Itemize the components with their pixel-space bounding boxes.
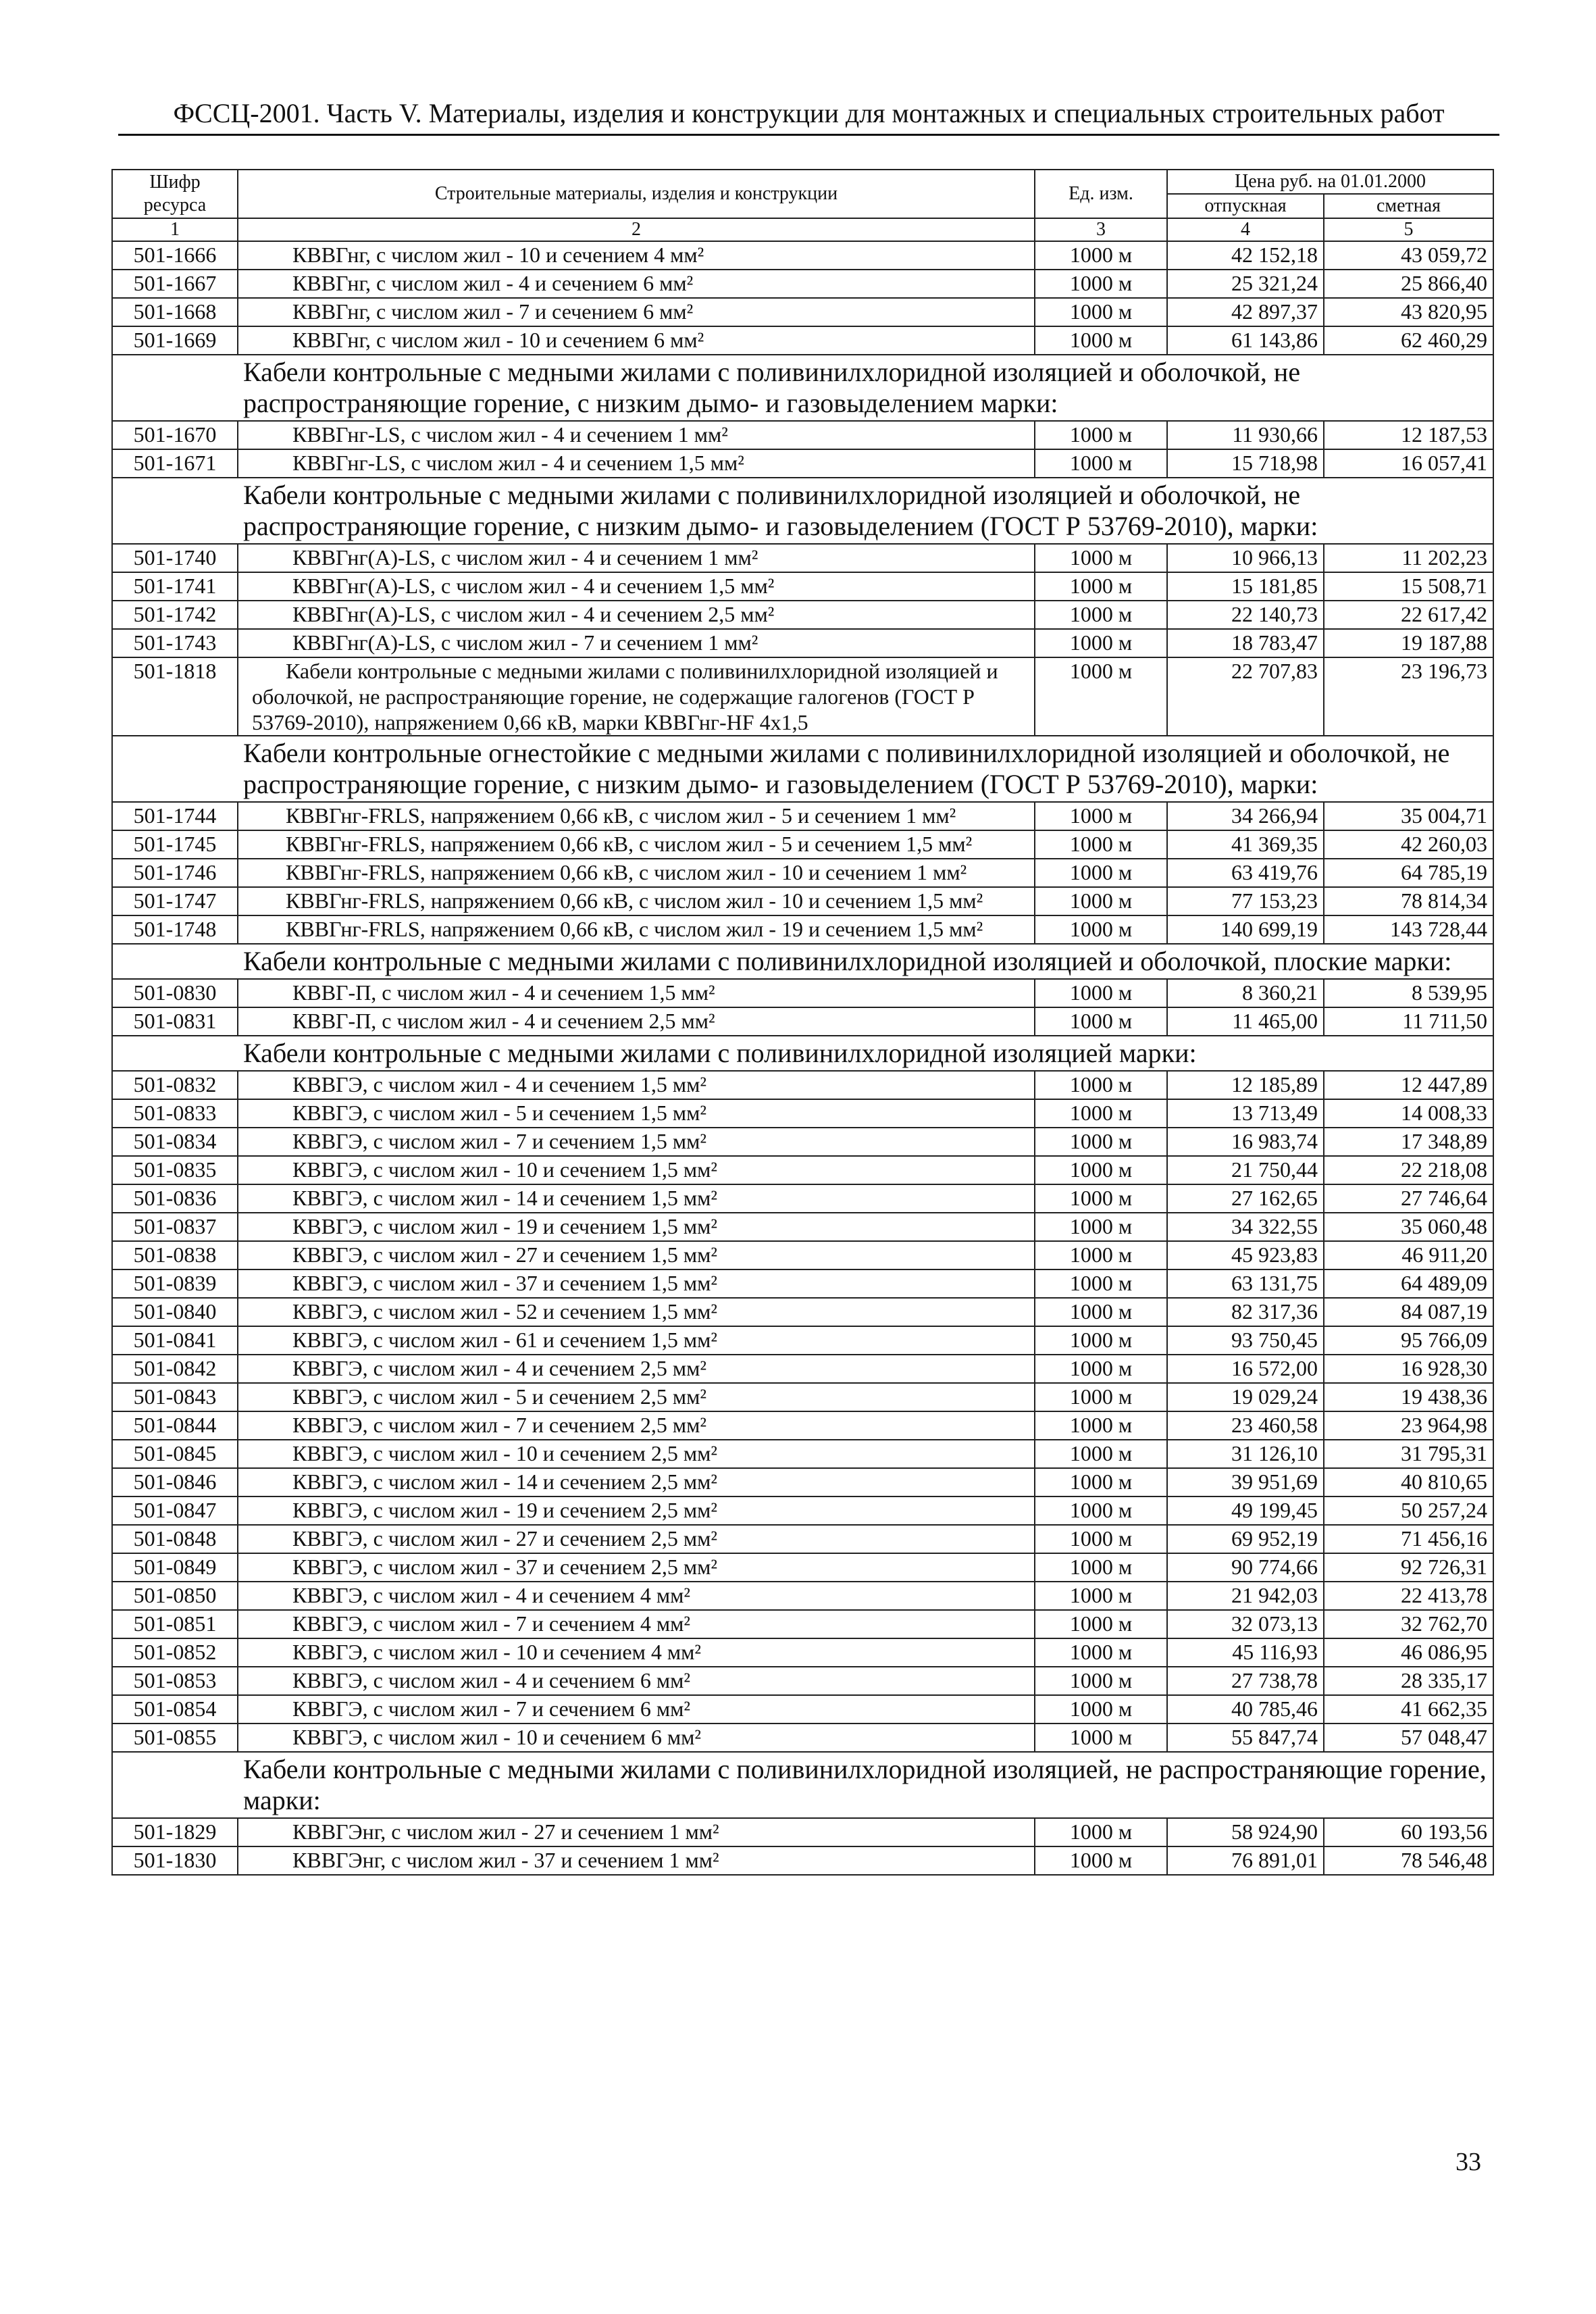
table-row — [112, 629, 1493, 657]
material-name-cell: КВВГнг-FRLS, напряжением 0,66 кВ, с числом жил - 5 и сечением 1,5 мм² — [238, 830, 1035, 859]
release-price-cell: 13 713,49 — [1167, 1099, 1324, 1128]
table-row — [112, 1184, 1493, 1213]
group-heading-row — [112, 355, 1493, 421]
release-price-cell: 55 847,74 — [1167, 1724, 1324, 1752]
table-row — [112, 1213, 1493, 1241]
unit-cell: 1000 м — [1035, 887, 1167, 915]
table-row — [112, 1818, 1493, 1846]
table-row — [112, 1241, 1493, 1269]
unit-cell: 1000 м — [1035, 1128, 1167, 1156]
release-price-cell: 21 942,03 — [1167, 1582, 1324, 1610]
release-price-cell: 11 930,66 — [1167, 421, 1324, 449]
release-price-cell: 93 750,45 — [1167, 1326, 1324, 1355]
unit-cell: 1000 м — [1035, 1071, 1167, 1099]
unit-cell: 1000 м — [1035, 1440, 1167, 1468]
estimate-price-cell: 27 746,64 — [1324, 1184, 1493, 1213]
material-name-cell: КВВГнг-FRLS, напряжением 0,66 кВ, с числом жил - 10 и сечением 1 мм² — [238, 859, 1035, 887]
material-name-cell: КВВГнг-FRLS, напряжением 0,66 кВ, с числом жил - 5 и сечением 1 мм² — [238, 802, 1035, 830]
release-price-cell: 22 140,73 — [1167, 601, 1324, 629]
table-row — [112, 1071, 1493, 1099]
estimate-price-cell: 46 086,95 — [1324, 1638, 1493, 1667]
unit-cell: 1000 м — [1035, 1099, 1167, 1128]
resource-code-cell: 501-1818 — [112, 657, 238, 736]
group-heading-text: Кабели контрольные с медными жилами с поливинилхлоридной изоляцией и оболочкой, не распространяющие горение, с низким дымо- и газовыделением (ГОСТ Р 53769-2010), марки: — [238, 478, 1493, 544]
resource-code-cell: 501-0831 — [112, 1007, 238, 1036]
unit-cell: 1000 м — [1035, 1383, 1167, 1411]
release-price-cell: 61 143,86 — [1167, 326, 1324, 355]
resource-code-cell: 501-0836 — [112, 1184, 238, 1213]
table-row — [112, 1099, 1493, 1128]
material-name-cell: КВВГнг, с числом жил - 10 и сечением 6 мм² — [238, 326, 1035, 355]
material-name-cell: КВВГЭ, с числом жил - 27 и сечением 2,5 мм² — [238, 1525, 1035, 1553]
material-name-cell: КВВГ-П, с числом жил - 4 и сечением 1,5 мм² — [238, 979, 1035, 1007]
estimate-price-cell: 42 260,03 — [1324, 830, 1493, 859]
header-estimate-price: сметная — [1324, 194, 1493, 218]
estimate-price-cell: 14 008,33 — [1324, 1099, 1493, 1128]
material-name-cell: КВВГЭ, с числом жил - 37 и сечением 2,5 мм² — [238, 1553, 1035, 1582]
table-row — [112, 1298, 1493, 1326]
resource-code-cell: 501-0855 — [112, 1724, 238, 1752]
resource-code-cell: 501-1744 — [112, 802, 238, 830]
estimate-price-cell: 12 447,89 — [1324, 1071, 1493, 1099]
table-row — [112, 1440, 1493, 1468]
price-table — [111, 169, 1494, 1876]
resource-code-cell: 501-1829 — [112, 1818, 238, 1846]
unit-cell: 1000 м — [1035, 1496, 1167, 1525]
material-name-cell: КВВГЭ, с числом жил - 7 и сечением 2,5 мм² — [238, 1411, 1035, 1440]
estimate-price-cell: 8 539,95 — [1324, 979, 1493, 1007]
column-number: 1 — [112, 218, 238, 241]
estimate-price-cell: 23 964,98 — [1324, 1411, 1493, 1440]
page-number: 33 — [1456, 2148, 1481, 2176]
material-name-cell: КВВГЭ, с числом жил - 10 и сечением 6 мм² — [238, 1724, 1035, 1752]
estimate-price-cell: 16 928,30 — [1324, 1355, 1493, 1383]
table-row — [112, 1326, 1493, 1355]
material-name-cell: КВВГЭ, с числом жил - 10 и сечением 1,5 мм² — [238, 1156, 1035, 1184]
resource-code-cell: 501-1745 — [112, 830, 238, 859]
estimate-price-cell: 46 911,20 — [1324, 1241, 1493, 1269]
unit-cell: 1000 м — [1035, 629, 1167, 657]
resource-code-cell: 501-0843 — [112, 1383, 238, 1411]
estimate-price-cell: 62 460,29 — [1324, 326, 1493, 355]
table-row — [112, 802, 1493, 830]
material-name-cell: КВВГЭнг, с числом жил - 27 и сечением 1 мм² — [238, 1818, 1035, 1846]
table-row — [112, 1355, 1493, 1383]
resource-code-cell: 501-0833 — [112, 1099, 238, 1128]
header-price-group: Цена руб. на 01.01.2000 — [1167, 170, 1493, 194]
material-name-cell: КВВГЭ, с числом жил - 27 и сечением 1,5 мм² — [238, 1241, 1035, 1269]
header-release-price: отпускная — [1167, 194, 1324, 218]
release-price-cell: 76 891,01 — [1167, 1846, 1324, 1875]
material-name-cell: КВВГ-П, с числом жил - 4 и сечением 2,5 мм² — [238, 1007, 1035, 1036]
table-row — [112, 657, 1493, 736]
estimate-price-cell: 28 335,17 — [1324, 1667, 1493, 1695]
release-price-cell: 21 750,44 — [1167, 1156, 1324, 1184]
material-name-cell: КВВГнг(А)-LS, с числом жил - 7 и сечением 1 мм² — [238, 629, 1035, 657]
resource-code-cell: 501-1666 — [112, 241, 238, 270]
release-price-cell: 18 783,47 — [1167, 629, 1324, 657]
estimate-price-cell: 40 810,65 — [1324, 1468, 1493, 1496]
resource-code-cell: 501-0850 — [112, 1582, 238, 1610]
resource-code-cell: 501-1742 — [112, 601, 238, 629]
unit-cell: 1000 м — [1035, 802, 1167, 830]
table-row — [112, 544, 1493, 572]
column-number: 5 — [1324, 218, 1493, 241]
resource-code-cell: 501-0852 — [112, 1638, 238, 1667]
material-name-cell: КВВГнг-FRLS, напряжением 0,66 кВ, с числом жил - 19 и сечением 1,5 мм² — [238, 915, 1035, 944]
resource-code-cell: 501-1743 — [112, 629, 238, 657]
material-name-cell: КВВГЭ, с числом жил - 4 и сечением 6 мм² — [238, 1667, 1035, 1695]
material-name-cell: КВВГнг, с числом жил - 10 и сечением 4 мм² — [238, 241, 1035, 270]
table-row — [112, 298, 1493, 326]
estimate-price-cell: 64 489,09 — [1324, 1269, 1493, 1298]
release-price-cell: 63 131,75 — [1167, 1269, 1324, 1298]
page-header: ФССЦ-2001. Часть V. Материалы, изделия и конструкции для монтажных и специальных строительных работ — [118, 93, 1499, 136]
resource-code-cell: 501-0842 — [112, 1355, 238, 1383]
resource-code-cell: 501-1747 — [112, 887, 238, 915]
material-name-cell: Кабели контрольные с медными жилами с поливинилхлоридной изоляцией и оболочкой, не распространяющие горение, не содержащие галогенов (ГОСТ Р 53769-2010), напряжением 0,66 кВ, марки КВВГнг-HF 4х1,5 — [238, 657, 1035, 736]
unit-cell: 1000 м — [1035, 1007, 1167, 1036]
table-row — [112, 915, 1493, 944]
resource-code-cell: 501-0839 — [112, 1269, 238, 1298]
resource-code-cell: 501-0848 — [112, 1525, 238, 1553]
estimate-price-cell: 143 728,44 — [1324, 915, 1493, 944]
release-price-cell: 42 897,37 — [1167, 298, 1324, 326]
estimate-price-cell: 43 820,95 — [1324, 298, 1493, 326]
release-price-cell: 82 317,36 — [1167, 1298, 1324, 1326]
unit-cell: 1000 м — [1035, 544, 1167, 572]
table-row — [112, 1007, 1493, 1036]
release-price-cell: 10 966,13 — [1167, 544, 1324, 572]
release-price-cell: 90 774,66 — [1167, 1553, 1324, 1582]
resource-code-cell: 501-0847 — [112, 1496, 238, 1525]
estimate-price-cell: 35 060,48 — [1324, 1213, 1493, 1241]
header-name: Строительные материалы, изделия и конструкции — [238, 170, 1035, 218]
material-name-cell: КВВГЭ, с числом жил - 5 и сечением 2,5 мм² — [238, 1383, 1035, 1411]
resource-code-cell: 501-0849 — [112, 1553, 238, 1582]
resource-code-cell: 501-1668 — [112, 298, 238, 326]
table-row — [112, 859, 1493, 887]
unit-cell: 1000 м — [1035, 1241, 1167, 1269]
material-name-cell: КВВГЭ, с числом жил - 19 и сечением 1,5 мм² — [238, 1213, 1035, 1241]
unit-cell: 1000 м — [1035, 1553, 1167, 1582]
unit-cell: 1000 м — [1035, 1818, 1167, 1846]
material-name-cell: КВВГнг, с числом жил - 4 и сечением 6 мм² — [238, 270, 1035, 298]
group-heading-text: Кабели контрольные с медными жилами с поливинилхлоридной изоляцией, не распространяющие горение, марки: — [238, 1752, 1493, 1818]
release-price-cell: 11 465,00 — [1167, 1007, 1324, 1036]
column-number: 2 — [238, 218, 1035, 241]
release-price-cell: 16 983,74 — [1167, 1128, 1324, 1156]
group-heading-row — [112, 1036, 1493, 1071]
estimate-price-cell: 78 814,34 — [1324, 887, 1493, 915]
group-heading-row — [112, 478, 1493, 544]
table-row — [112, 449, 1493, 478]
unit-cell: 1000 м — [1035, 830, 1167, 859]
release-price-cell: 140 699,19 — [1167, 915, 1324, 944]
group-heading-code-cell — [112, 1752, 238, 1818]
estimate-price-cell: 17 348,89 — [1324, 1128, 1493, 1156]
material-name-cell: КВВГнг(А)-LS, с числом жил - 4 и сечением 1 мм² — [238, 544, 1035, 572]
resource-code-cell: 501-1746 — [112, 859, 238, 887]
release-price-cell: 39 951,69 — [1167, 1468, 1324, 1496]
unit-cell: 1000 м — [1035, 859, 1167, 887]
unit-cell: 1000 м — [1035, 1355, 1167, 1383]
estimate-price-cell: 71 456,16 — [1324, 1525, 1493, 1553]
table-row — [112, 572, 1493, 601]
unit-cell: 1000 м — [1035, 1846, 1167, 1875]
unit-cell: 1000 м — [1035, 1525, 1167, 1553]
table-row — [112, 1695, 1493, 1724]
header-code: Шифр ресурса — [112, 170, 238, 218]
unit-cell: 1000 м — [1035, 270, 1167, 298]
estimate-price-cell: 78 546,48 — [1324, 1846, 1493, 1875]
unit-cell: 1000 м — [1035, 241, 1167, 270]
release-price-cell: 22 707,83 — [1167, 657, 1324, 736]
group-heading-text: Кабели контрольные с медными жилами с поливинилхлоридной изоляцией марки: — [238, 1036, 1493, 1071]
unit-cell: 1000 м — [1035, 1695, 1167, 1724]
unit-cell: 1000 м — [1035, 601, 1167, 629]
material-name-cell: КВВГнг, с числом жил - 7 и сечением 6 мм² — [238, 298, 1035, 326]
estimate-price-cell: 50 257,24 — [1324, 1496, 1493, 1525]
unit-cell: 1000 м — [1035, 1724, 1167, 1752]
release-price-cell: 42 152,18 — [1167, 241, 1324, 270]
resource-code-cell: 501-1671 — [112, 449, 238, 478]
resource-code-cell: 501-0837 — [112, 1213, 238, 1241]
estimate-price-cell: 12 187,53 — [1324, 421, 1493, 449]
estimate-price-cell: 22 617,42 — [1324, 601, 1493, 629]
table-row — [112, 421, 1493, 449]
group-heading-code-cell — [112, 1036, 238, 1071]
resource-code-cell: 501-0845 — [112, 1440, 238, 1468]
estimate-price-cell: 15 508,71 — [1324, 572, 1493, 601]
price-table-body — [112, 170, 1493, 1875]
release-price-cell: 19 029,24 — [1167, 1383, 1324, 1411]
resource-code-cell: 501-0846 — [112, 1468, 238, 1496]
material-name-cell: КВВГЭ, с числом жил - 14 и сечением 1,5 мм² — [238, 1184, 1035, 1213]
release-price-cell: 31 126,10 — [1167, 1440, 1324, 1468]
table-row — [112, 1846, 1493, 1875]
release-price-cell: 16 572,00 — [1167, 1355, 1324, 1383]
column-number: 4 — [1167, 218, 1324, 241]
unit-cell: 1000 м — [1035, 1184, 1167, 1213]
material-name-cell: КВВГЭ, с числом жил - 7 и сечением 6 мм² — [238, 1695, 1035, 1724]
material-name-cell: КВВГЭ, с числом жил - 37 и сечением 1,5 мм² — [238, 1269, 1035, 1298]
group-heading-text: Кабели контрольные с медными жилами с поливинилхлоридной изоляцией и оболочкой, не распространяющие горение, с низким дымо- и газовыделением марки: — [238, 355, 1493, 421]
release-price-cell: 12 185,89 — [1167, 1071, 1324, 1099]
release-price-cell: 69 952,19 — [1167, 1525, 1324, 1553]
estimate-price-cell: 32 762,70 — [1324, 1610, 1493, 1638]
unit-cell: 1000 м — [1035, 1269, 1167, 1298]
estimate-price-cell: 11 202,23 — [1324, 544, 1493, 572]
unit-cell: 1000 м — [1035, 1468, 1167, 1496]
group-heading-row — [112, 1752, 1493, 1818]
unit-cell: 1000 м — [1035, 1213, 1167, 1241]
resource-code-cell: 501-0853 — [112, 1667, 238, 1695]
material-name-cell: КВВГЭ, с числом жил - 52 и сечением 1,5 мм² — [238, 1298, 1035, 1326]
estimate-price-cell: 25 866,40 — [1324, 270, 1493, 298]
release-price-cell: 77 153,23 — [1167, 887, 1324, 915]
table-row — [112, 1496, 1493, 1525]
unit-cell: 1000 м — [1035, 298, 1167, 326]
estimate-price-cell: 84 087,19 — [1324, 1298, 1493, 1326]
material-name-cell: КВВГЭ, с числом жил - 19 и сечением 2,5 мм² — [238, 1496, 1035, 1525]
estimate-price-cell: 22 413,78 — [1324, 1582, 1493, 1610]
material-name-cell: КВВГЭ, с числом жил - 5 и сечением 1,5 мм² — [238, 1099, 1035, 1128]
release-price-cell: 25 321,24 — [1167, 270, 1324, 298]
release-price-cell: 40 785,46 — [1167, 1695, 1324, 1724]
table-row — [112, 887, 1493, 915]
resource-code-cell: 501-0832 — [112, 1071, 238, 1099]
material-name-cell: КВВГЭ, с числом жил - 4 и сечением 2,5 мм² — [238, 1355, 1035, 1383]
release-price-cell: 49 199,45 — [1167, 1496, 1324, 1525]
group-heading-code-cell — [112, 736, 238, 802]
group-heading-code-cell — [112, 944, 238, 979]
resource-code-cell: 501-0835 — [112, 1156, 238, 1184]
unit-cell: 1000 м — [1035, 1298, 1167, 1326]
material-name-cell: КВВГЭ, с числом жил - 7 и сечением 1,5 мм² — [238, 1128, 1035, 1156]
estimate-price-cell: 41 662,35 — [1324, 1695, 1493, 1724]
resource-code-cell: 501-0841 — [112, 1326, 238, 1355]
resource-code-cell: 501-0844 — [112, 1411, 238, 1440]
table-row — [112, 1667, 1493, 1695]
group-heading-code-cell — [112, 355, 238, 421]
material-name-cell: КВВГнг(А)-LS, с числом жил - 4 и сечением 2,5 мм² — [238, 601, 1035, 629]
unit-cell: 1000 м — [1035, 915, 1167, 944]
unit-cell: 1000 м — [1035, 657, 1167, 736]
resource-code-cell: 501-1741 — [112, 572, 238, 601]
estimate-price-cell: 60 193,56 — [1324, 1818, 1493, 1846]
material-name-cell: КВВГнг-LS, с числом жил - 4 и сечением 1,5 мм² — [238, 449, 1035, 478]
estimate-price-cell: 16 057,41 — [1324, 449, 1493, 478]
release-price-cell: 34 266,94 — [1167, 802, 1324, 830]
resource-code-cell: 501-0854 — [112, 1695, 238, 1724]
header-unit: Ед. изм. — [1035, 170, 1167, 218]
material-name-cell: КВВГЭ, с числом жил - 10 и сечением 4 мм² — [238, 1638, 1035, 1667]
resource-code-cell: 501-1669 — [112, 326, 238, 355]
resource-code-cell: 501-1748 — [112, 915, 238, 944]
column-number-row — [112, 218, 1493, 241]
material-name-cell: КВВГЭ, с числом жил - 61 и сечением 1,5 мм² — [238, 1326, 1035, 1355]
estimate-price-cell: 22 218,08 — [1324, 1156, 1493, 1184]
table-row — [112, 1553, 1493, 1582]
resource-code-cell: 501-0834 — [112, 1128, 238, 1156]
group-heading-row — [112, 944, 1493, 979]
release-price-cell: 32 073,13 — [1167, 1610, 1324, 1638]
release-price-cell: 63 419,76 — [1167, 859, 1324, 887]
release-price-cell: 45 116,93 — [1167, 1638, 1324, 1667]
release-price-cell: 41 369,35 — [1167, 830, 1324, 859]
estimate-price-cell: 23 196,73 — [1324, 657, 1493, 736]
unit-cell: 1000 м — [1035, 979, 1167, 1007]
estimate-price-cell: 64 785,19 — [1324, 859, 1493, 887]
estimate-price-cell: 43 059,72 — [1324, 241, 1493, 270]
material-name-cell: КВВГнг-LS, с числом жил - 4 и сечением 1 мм² — [238, 421, 1035, 449]
resource-code-cell: 501-1670 — [112, 421, 238, 449]
release-price-cell: 27 738,78 — [1167, 1667, 1324, 1695]
release-price-cell: 23 460,58 — [1167, 1411, 1324, 1440]
unit-cell: 1000 м — [1035, 1156, 1167, 1184]
table-row — [112, 830, 1493, 859]
table-row — [112, 270, 1493, 298]
estimate-price-cell: 19 187,88 — [1324, 629, 1493, 657]
unit-cell: 1000 м — [1035, 449, 1167, 478]
unit-cell: 1000 м — [1035, 1638, 1167, 1667]
unit-cell: 1000 м — [1035, 1326, 1167, 1355]
resource-code-cell: 501-1830 — [112, 1846, 238, 1875]
group-heading-row — [112, 736, 1493, 802]
unit-cell: 1000 м — [1035, 326, 1167, 355]
material-name-cell: КВВГЭ, с числом жил - 4 и сечением 4 мм² — [238, 1582, 1035, 1610]
resource-code-cell: 501-0830 — [112, 979, 238, 1007]
estimate-price-cell: 31 795,31 — [1324, 1440, 1493, 1468]
release-price-cell: 15 181,85 — [1167, 572, 1324, 601]
table-row — [112, 1525, 1493, 1553]
material-name-cell: КВВГЭ, с числом жил - 4 и сечением 1,5 мм² — [238, 1071, 1035, 1099]
table-row — [112, 241, 1493, 270]
table-row — [112, 1269, 1493, 1298]
table-row — [112, 1638, 1493, 1667]
release-price-cell: 15 718,98 — [1167, 449, 1324, 478]
table-row — [112, 1724, 1493, 1752]
estimate-price-cell: 35 004,71 — [1324, 802, 1493, 830]
table-header-row — [112, 170, 1493, 194]
resource-code-cell: 501-1740 — [112, 544, 238, 572]
group-heading-text: Кабели контрольные с медными жилами с поливинилхлоридной изоляцией и оболочкой, плоские марки: — [238, 944, 1493, 979]
release-price-cell: 8 360,21 — [1167, 979, 1324, 1007]
table-row — [112, 1156, 1493, 1184]
estimate-price-cell: 57 048,47 — [1324, 1724, 1493, 1752]
table-row — [112, 1128, 1493, 1156]
unit-cell: 1000 м — [1035, 1610, 1167, 1638]
unit-cell: 1000 м — [1035, 572, 1167, 601]
resource-code-cell: 501-1667 — [112, 270, 238, 298]
resource-code-cell: 501-0851 — [112, 1610, 238, 1638]
table-row — [112, 601, 1493, 629]
group-heading-code-cell — [112, 478, 238, 544]
table-row — [112, 1610, 1493, 1638]
material-name-cell: КВВГЭ, с числом жил - 7 и сечением 4 мм² — [238, 1610, 1035, 1638]
unit-cell: 1000 м — [1035, 421, 1167, 449]
estimate-price-cell: 95 766,09 — [1324, 1326, 1493, 1355]
material-name-cell: КВВГнг-FRLS, напряжением 0,66 кВ, с числом жил - 10 и сечением 1,5 мм² — [238, 887, 1035, 915]
unit-cell: 1000 м — [1035, 1582, 1167, 1610]
release-price-cell: 34 322,55 — [1167, 1213, 1324, 1241]
estimate-price-cell: 19 438,36 — [1324, 1383, 1493, 1411]
column-number: 3 — [1035, 218, 1167, 241]
resource-code-cell: 501-0840 — [112, 1298, 238, 1326]
material-name-cell: КВВГЭнг, с числом жил - 37 и сечением 1 мм² — [238, 1846, 1035, 1875]
material-name-cell: КВВГЭ, с числом жил - 14 и сечением 2,5 мм² — [238, 1468, 1035, 1496]
table-row — [112, 1411, 1493, 1440]
estimate-price-cell: 11 711,50 — [1324, 1007, 1493, 1036]
table-row — [112, 1383, 1493, 1411]
release-price-cell: 58 924,90 — [1167, 1818, 1324, 1846]
material-name-cell: КВВГнг(А)-LS, с числом жил - 4 и сечением 1,5 мм² — [238, 572, 1035, 601]
table-row — [112, 326, 1493, 355]
estimate-price-cell: 92 726,31 — [1324, 1553, 1493, 1582]
table-row — [112, 979, 1493, 1007]
table-row — [112, 1468, 1493, 1496]
resource-code-cell: 501-0838 — [112, 1241, 238, 1269]
release-price-cell: 45 923,83 — [1167, 1241, 1324, 1269]
unit-cell: 1000 м — [1035, 1411, 1167, 1440]
unit-cell: 1000 м — [1035, 1667, 1167, 1695]
table-row — [112, 1582, 1493, 1610]
material-name-cell: КВВГЭ, с числом жил - 10 и сечением 2,5 мм² — [238, 1440, 1035, 1468]
release-price-cell: 27 162,65 — [1167, 1184, 1324, 1213]
group-heading-text: Кабели контрольные огнестойкие с медными жилами с поливинилхлоридной изоляцией и оболочкой, не распространяющие горение, с низким дымо- и газовыделением (ГОСТ Р 53769-2010), марки: — [238, 736, 1493, 802]
